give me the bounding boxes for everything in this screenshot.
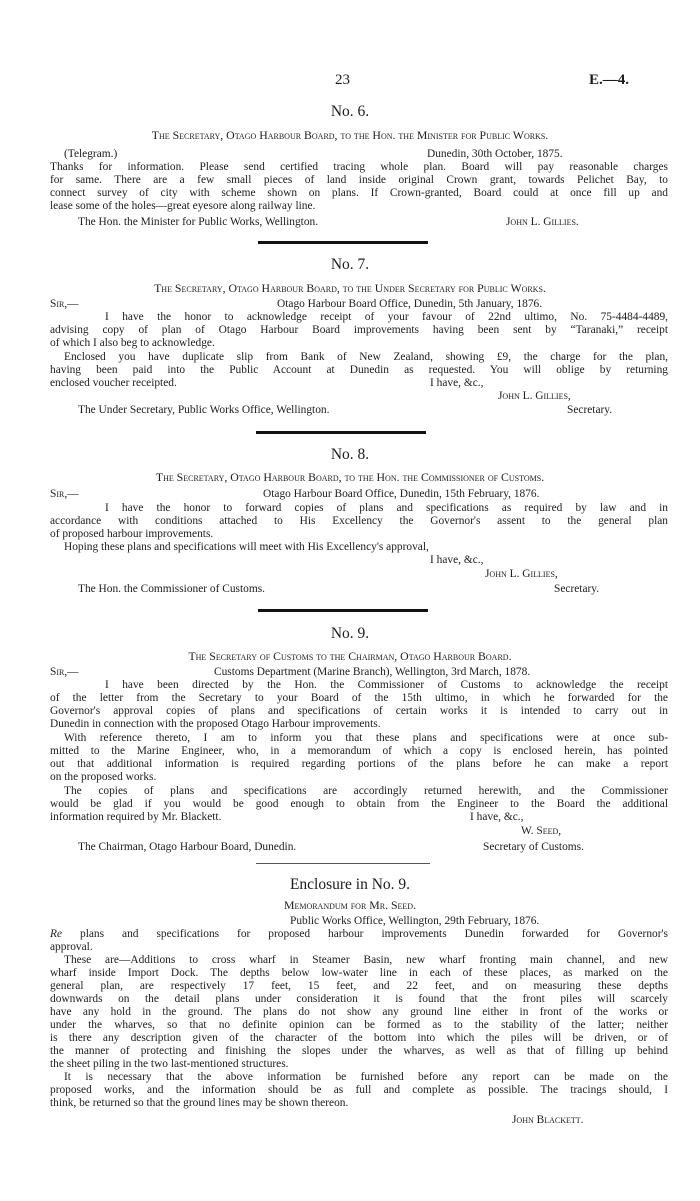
- section-divider: [258, 609, 428, 612]
- no7-line: enclosed voucher receipted.: [50, 377, 177, 389]
- no9-line: Governor's approval copies of plans and specifications of certain works it is intended to carry out in: [50, 705, 668, 717]
- no8-line: I have the honor to forward copies of plans and specifications as required by law and in: [105, 502, 668, 514]
- section-divider: [256, 863, 430, 864]
- no9-closing: I have, &c.,: [470, 811, 524, 823]
- no9-subheading: The Secretary of Customs to the Chairman, Otago Harbour Board.: [188, 649, 512, 663]
- no8-salutation: Sir,—: [50, 488, 79, 500]
- no9-line: mitted to the Marine Engineer, who, in a memorandum of which a copy is enclosed herein, has pointed: [50, 745, 668, 757]
- no9-line: on the proposed works.: [50, 771, 157, 783]
- no6-line: Thanks for information. Please send certified tracing whole plan. Board will pay reasonable charges: [50, 161, 668, 173]
- enclosure-line: These are—Additions to cross wharf in Steamer Basin, new wharf fronting main channel, and new: [64, 954, 668, 966]
- no9-line: The copies of plans and specifications are accordingly returned herewith, and the Commissioner: [64, 785, 668, 797]
- enclosure-line: approval.: [50, 941, 93, 953]
- no8-closing: I have, &c.,: [430, 554, 484, 566]
- enclosure-line: the manner of protecting and finishing the slopes under the wharves, as well as that of filling up behind: [50, 1045, 668, 1057]
- no9-line: Dunedin in connection with the proposed Otago Harbour improvements.: [50, 718, 381, 730]
- enclosure-place-date: Public Works Office, Wellington, 29th February, 1876.: [290, 915, 540, 927]
- no7-signature: John L. Gillies,: [498, 390, 571, 402]
- no6-telegram-label: (Telegram.): [64, 148, 118, 160]
- enclosure-heading: Enclosure in No. 9.: [289, 876, 411, 893]
- enclosure-line: under the wharves, so that no definite opinion can be formed as to the stability of the latter; neither: [50, 1019, 668, 1031]
- no9-line: would be glad if you would be good enough to obtain from the Engineer to the Board the additional: [50, 798, 668, 810]
- no8-signer-title: Secretary.: [554, 583, 600, 595]
- no7-line: of which I also beg to acknowledge.: [50, 337, 215, 349]
- no9-line: out that additional information is required regarding portions of the plans before he can make a report: [50, 758, 668, 770]
- no7-salutation: Sir,—: [50, 298, 79, 310]
- no6-addressee: The Hon. the Minister for Public Works, Wellington.: [78, 216, 319, 228]
- enclosure-signature: John Blackett.: [512, 1114, 584, 1126]
- enclosure-line: proposed works, and the information should be as full and complete as possible. The tracings should, I: [50, 1084, 668, 1096]
- enclosure-line: downwards on the detail plans under consideration it is found that the front piles will scarcely: [50, 993, 668, 1005]
- enclosure-re-label: Re: [50, 928, 63, 940]
- no9-addressee: The Chairman, Otago Harbour Board, Dunedin.: [78, 841, 297, 853]
- enclosure-line: is there any description given of the character of the bottom into which the piles will be driven, or of: [50, 1032, 668, 1044]
- no9-signer-title: Secretary of Customs.: [483, 841, 584, 853]
- no9-line: I have been directed by the Hon. the Commissioner of Customs to acknowledge the receipt: [105, 679, 668, 691]
- enclosure-line: plans and specifications for proposed harbour improvements Dunedin forwarded for Governor's: [62, 928, 668, 940]
- no8-line: Hoping these plans and specifications will meet with His Excellency's approval,: [64, 541, 429, 553]
- enclosure-line: the sheet piling in the two last-mentioned structures.: [50, 1058, 289, 1070]
- enclosure-line: think, be returned so that the ground lines may be shown thereon.: [50, 1097, 349, 1109]
- no7-heading: No. 7.: [330, 256, 370, 273]
- no7-line: having been paid into the Public Account at Dunedin as requested. You will oblige by returning: [50, 364, 668, 376]
- no7-closing: I have, &c.,: [430, 377, 484, 389]
- no8-place-date: Otago Harbour Board Office, Dunedin, 15th February, 1876.: [263, 488, 540, 500]
- no6-line: connect survey of city with scheme shown on plans. If Crown-granted, Board could at once fill up and: [50, 187, 668, 199]
- no8-line: of proposed harbour improvements.: [50, 528, 214, 540]
- no6-signature: John L. Gillies.: [506, 216, 579, 228]
- enclosure-line: have any hold in the ground. The plans do not show any ground line either in front of the works or: [50, 1006, 668, 1018]
- enclosure-line: general plan, are respectively 17 feet, 15 feet, and 22 feet, and on measuring these depths: [50, 980, 668, 992]
- no7-place-date: Otago Harbour Board Office, Dunedin, 5th January, 1876.: [277, 298, 543, 310]
- no7-subheading: The Secretary, Otago Harbour Board, to the Under Secretary for Public Works.: [154, 281, 546, 295]
- no9-line: information required by Mr. Blackett.: [50, 811, 222, 823]
- no7-line: advising copy of plan of Otago Harbour Board improvements having been sent by “Taranaki,” receipt: [50, 324, 668, 336]
- no6-line: lease some of the holes—great eyesore along railway line.: [50, 200, 316, 212]
- no7-line: Enclosed you have duplicate slip from Bank of New Zealand, showing £9, the charge for the plan,: [64, 351, 668, 363]
- no7-signer-title: Secretary.: [567, 404, 613, 416]
- no8-signature: John L. Gillies,: [485, 568, 558, 580]
- section-divider: [258, 241, 428, 244]
- no8-line: accordance with conditions attached to His Excellency the Governor's assent to the general plan: [50, 515, 668, 527]
- no9-signature: W. Seed,: [521, 825, 562, 837]
- no6-place-date: Dunedin, 30th October, 1875.: [427, 148, 563, 160]
- page-number: 23: [335, 72, 350, 88]
- enclosure-first-line: [50, 928, 668, 941]
- enclosure-line: It is necessary that the above information be furnished before any report can be made on the: [64, 1071, 668, 1083]
- no9-salutation: Sir,—: [50, 666, 79, 678]
- no6-heading: No. 6.: [330, 103, 370, 120]
- no7-addressee: The Under Secretary, Public Works Office, Wellington.: [78, 404, 330, 416]
- section-divider: [256, 431, 426, 434]
- no9-place-date: Customs Department (Marine Branch), Wellington, 3rd March, 1878.: [214, 666, 531, 678]
- no9-line: With reference thereto, I am to inform you that these plans and specifications were at once sub-: [64, 732, 668, 744]
- no6-subheading: The Secretary, Otago Harbour Board, to the Hon. the Minister for Public Works.: [151, 128, 549, 142]
- no8-heading: No. 8.: [330, 446, 370, 463]
- no6-line: for same. There are a few small pieces of land inside original Crown grant, towards Pelichet Bay, to: [50, 174, 668, 186]
- no9-heading: No. 9.: [330, 625, 370, 642]
- no7-line: I have the honor to acknowledge receipt of your favour of 22nd ultimo, No. 75-4484-4489,: [105, 311, 668, 323]
- page-reference: E.—4.: [589, 72, 630, 88]
- enclosure-line: wharf inside Import Dock. The depths below low-water line in each of these places, as marked on the: [50, 967, 668, 979]
- no8-subheading: The Secretary, Otago Harbour Board, to the Hon. the Commissioner of Customs.: [155, 470, 545, 484]
- no8-addressee: The Hon. the Commissioner of Customs.: [78, 583, 265, 595]
- no9-line: of the letter from the Secretary to your Board of the 15th ultimo, in which he forwarded for the: [50, 692, 668, 704]
- enclosure-subheading: Memorandum for Mr. Seed.: [283, 898, 417, 912]
